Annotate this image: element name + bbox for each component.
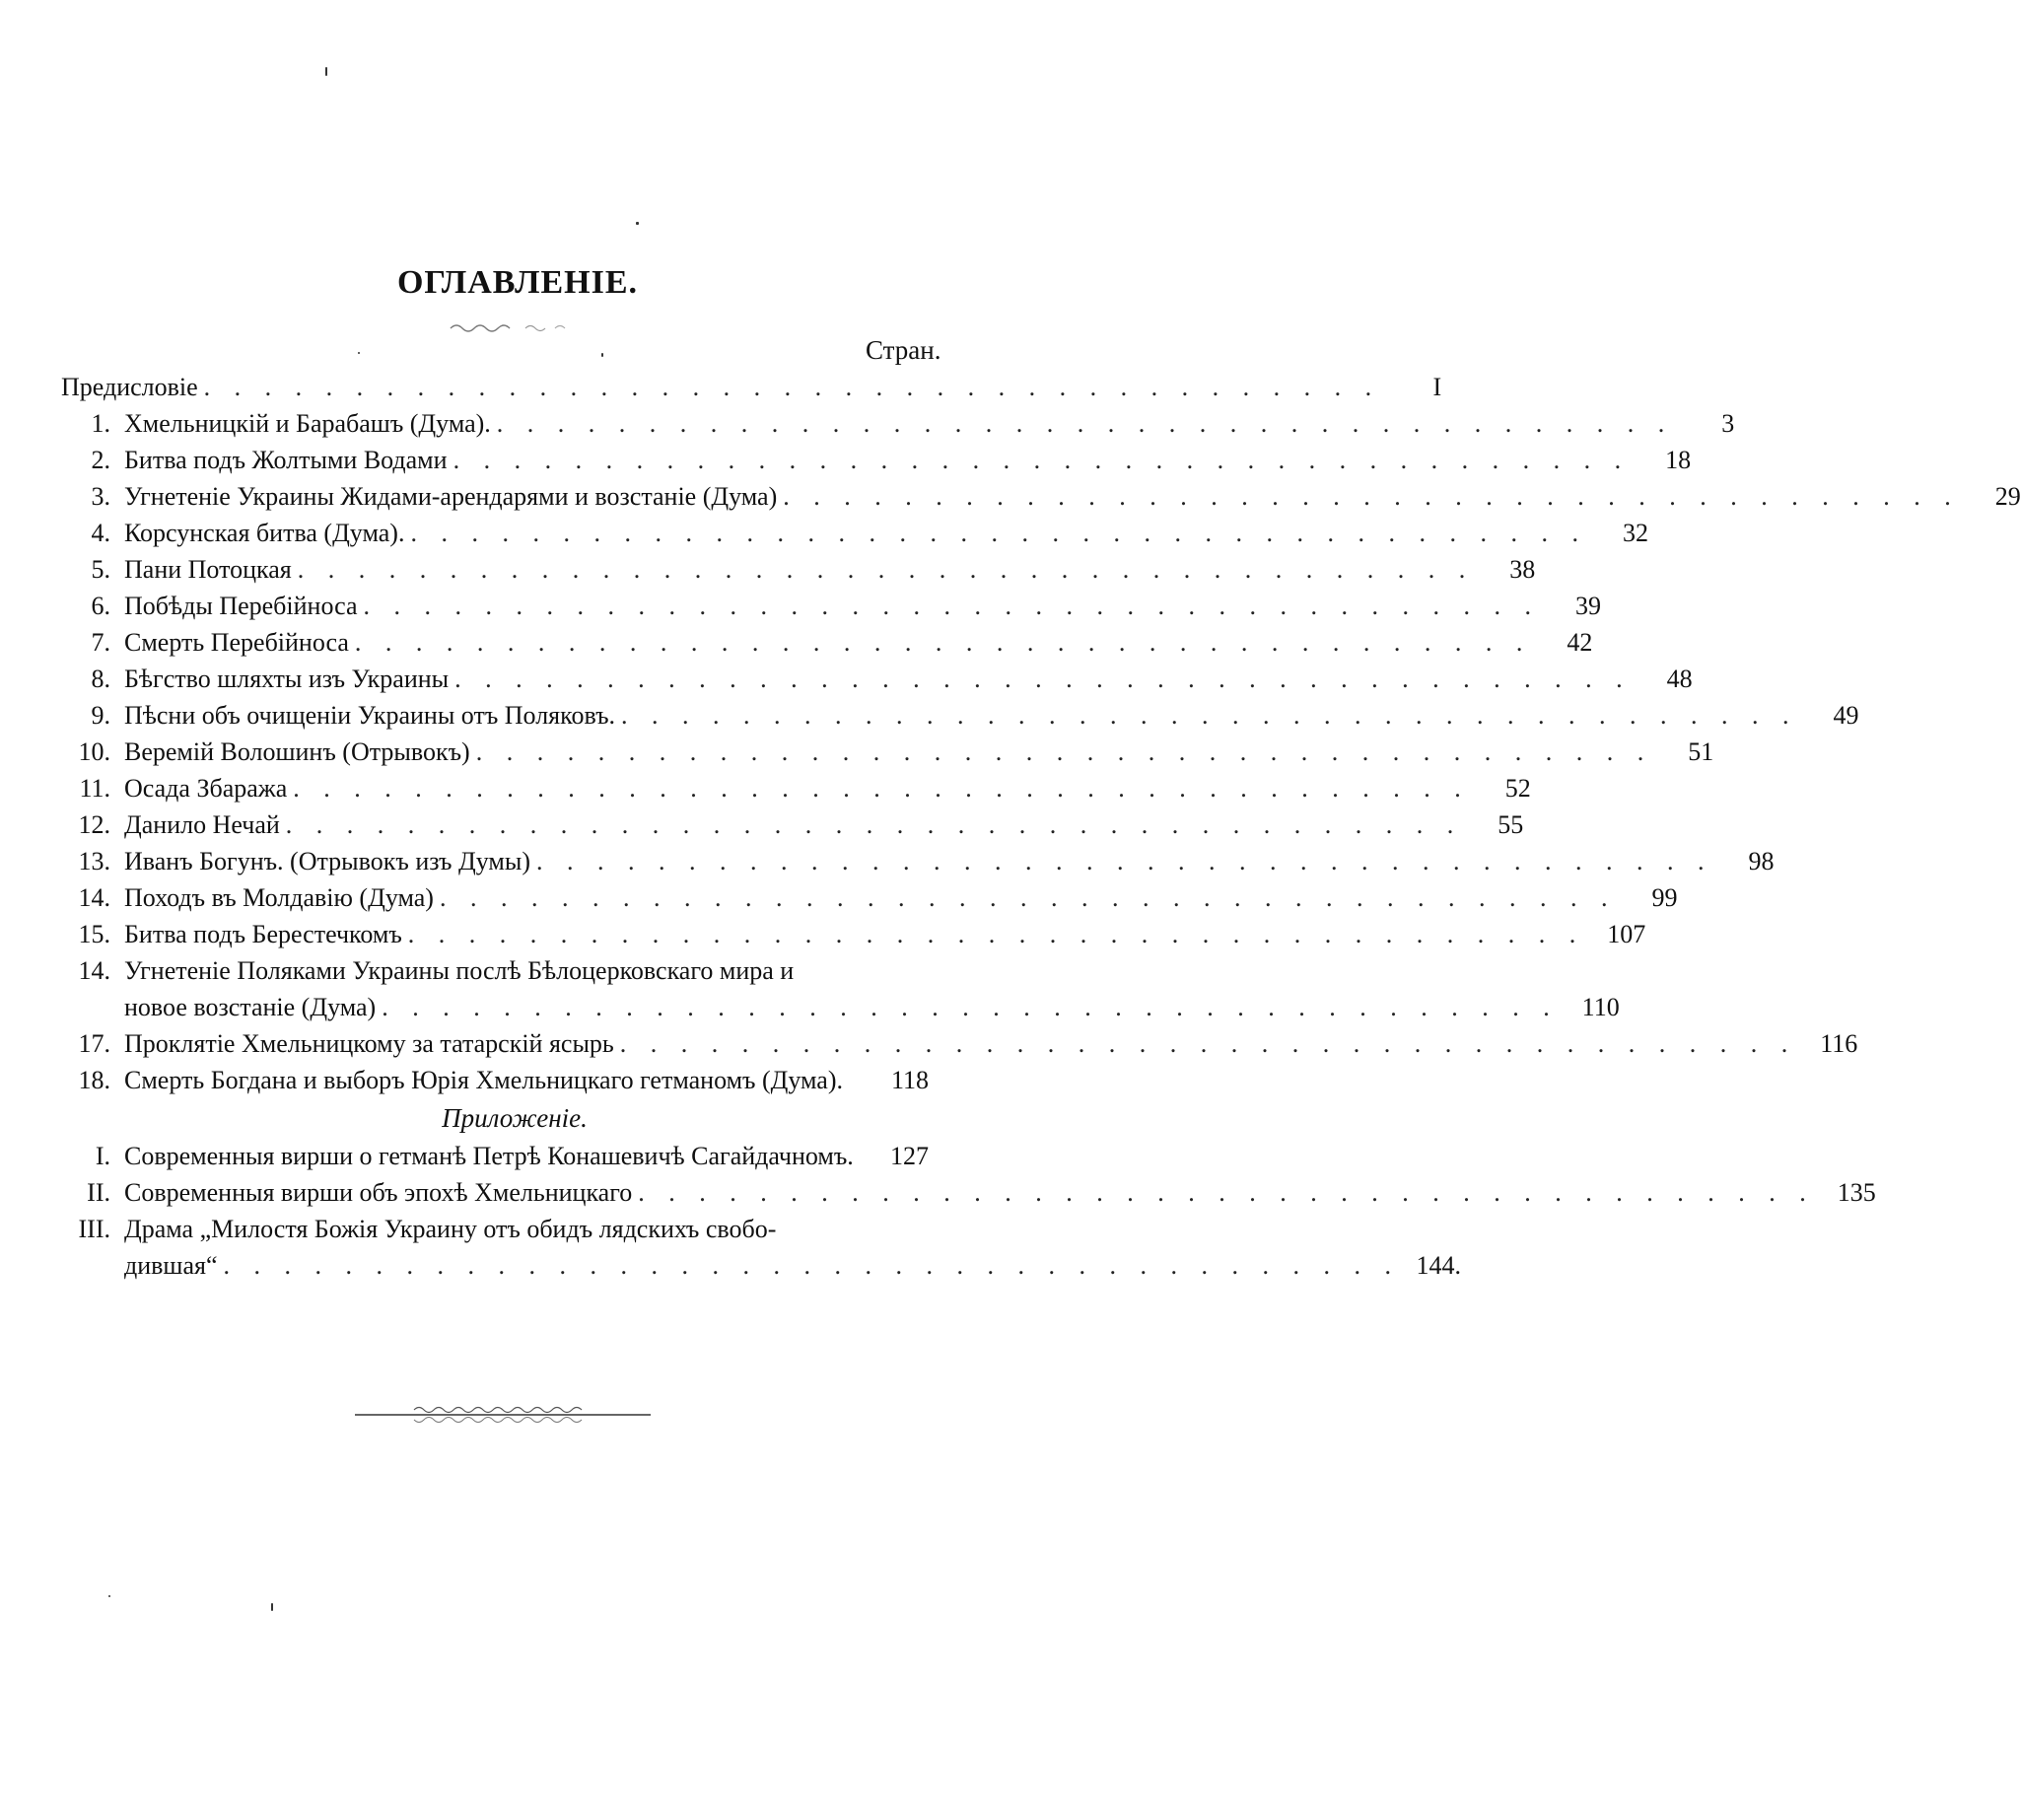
dot-leader: . . . . . . . . . . . . . . . . . . . . . . . . . . . . . . . . . . . . . . . (475, 737, 1653, 766)
appendix-entry (61, 1211, 929, 1247)
toc-entry-page: 42 (1567, 628, 1593, 657)
dot-leader: . . . . . . . . . . . . . . . . . . . . . . . . . . . . . . . . . . . . . . . (363, 592, 1541, 620)
toc-entry-title: Угнетеніе Поляками Украины послѣ Бѣлоцерковскаго мира и (124, 956, 795, 985)
toc-entry-title: Данило Нечай (124, 810, 280, 839)
toc-entry (61, 624, 1593, 661)
print-speck (108, 1595, 110, 1597)
print-speck (325, 67, 327, 76)
dot-leader: . . . . . . . . . . . . . . . . . . . . . . . . . . . . . . . . . . . . . . . (638, 1178, 1815, 1207)
dot-leader: . . . . . . . . . . . . . . . . . . . . . . . . . . . . . . . . . . . . . . . (535, 847, 1713, 875)
toc-entry-number: 17. (78, 1029, 110, 1058)
toc-entry-page: 48 (1666, 665, 1693, 693)
dot-leader: . . . . . . . . . . . . . . . . . . . . . . . . . . . . . . . . . . . . . . . (297, 555, 1475, 584)
page-title: ОГЛАВЛЕНІЕ. (396, 264, 639, 301)
dot-leader: . . . . . . . . . . . . . . . . . . . . . . . . . . . . . . . . . . . . . . . (453, 446, 1631, 474)
toc-entry-number: 15. (78, 920, 110, 948)
dot-leader: . . . . . . . . . . . . . . . . . . . . . . . . . . . . . . . . . . . . . . . (454, 665, 1632, 693)
toc-entry-page: 38 (1509, 555, 1536, 584)
toc-entry-title: Битва подъ Берестечкомъ (124, 920, 402, 948)
toc-entry (61, 843, 1775, 879)
dot-leader: . . . . . . . . . . . . . . . . . . . . . . . . . . . . . . . . . . . . . . . (285, 810, 1463, 839)
appendix-entry-page: 127 (890, 1142, 929, 1170)
toc-entry-page: 98 (1748, 847, 1775, 875)
toc-entry-number: 14. (78, 883, 110, 912)
toc-entry-number: 12. (78, 810, 110, 839)
toc-entry-number: 11. (79, 774, 110, 803)
print-speck (271, 1603, 273, 1611)
print-speck (358, 352, 360, 354)
title-ornament (449, 321, 577, 335)
toc-entry-page: 18 (1665, 446, 1692, 474)
toc-entry-page: 99 (1651, 883, 1678, 912)
toc-entry-page: 29 (1994, 482, 2021, 511)
toc-entry-page: 39 (1575, 592, 1602, 620)
toc-entry (61, 405, 1735, 442)
dot-leader: . . . . . . . . . . . . . . . . . . . . . . . . . . . . . . . . . . . . . . . (382, 993, 1559, 1021)
toc-entry (61, 588, 1602, 624)
toc-entry-title: Веремій Волошинъ (Отрывокъ) (124, 737, 470, 766)
toc-entry-number: 10. (78, 737, 110, 766)
toc-entry-number: 4. (91, 519, 110, 547)
toc-entry-number: 18. (78, 1066, 110, 1094)
toc-entry-number: 5. (91, 555, 110, 584)
dot-leader: . . . . . . . . . . . . . . . . . . . . . . . . . . . . . . . . . . . . . . . (439, 883, 1617, 912)
toc-entry (61, 515, 1648, 551)
appendix-entry-number: II. (87, 1178, 110, 1207)
toc-entry-number: 1. (91, 409, 110, 438)
appendix-entry-title: дившая“ (124, 1251, 218, 1280)
toc-entry-page: 118 (890, 1066, 929, 1094)
appendix-entry-title: Современныя вирши о гетманѣ Петрѣ Конашевичѣ Сагайдачномъ. (124, 1142, 854, 1170)
appendix-entry (61, 1138, 929, 1174)
toc-entry-page: 3 (1721, 409, 1735, 438)
toc-entry-title: Пани Потоцкая (124, 555, 292, 584)
toc-entry (61, 952, 929, 989)
toc-entry-number: 6. (91, 592, 110, 620)
toc-entry-title: новое возстаніе (Дума) (124, 993, 377, 1021)
toc-entry-title: Пѣсни объ очищеніи Украины отъ Поляковъ. (124, 701, 616, 730)
toc-entry-number: 3. (91, 482, 110, 511)
toc-entry-title: Смерть Перебійноса (124, 628, 349, 657)
dot-leader: . . . . . . . . . . . . . . . . . . . . . . . . . . . . . . . . . . . . . . . (621, 701, 1798, 730)
toc-entry (61, 661, 1693, 697)
page-column-label: Стран. (866, 335, 941, 365)
toc-entry-title: Иванъ Богунъ. (Отрывокъ изъ Думы) (124, 847, 530, 875)
toc-entry (61, 1062, 929, 1098)
dot-leader: . . . . . . . . . . . . . . . . . . . . . . . . . . . . . . . . . . . . . . . (410, 519, 1587, 547)
toc-entry-title: Битва подъ Жолтыми Водами (124, 446, 448, 474)
toc-entry (61, 551, 1536, 588)
appendix-entry-page: 135 (1837, 1178, 1876, 1207)
toc-entry-title: Угнетеніе Украины Жидами-арендарями и возстаніе (Дума) (124, 482, 778, 511)
toc-entry-page: 49 (1833, 701, 1859, 730)
toc-entry-title: Бѣгство шляхты изъ Украины (124, 665, 450, 693)
toc-entry-page: 110 (1581, 993, 1620, 1021)
appendix-entry-number: III. (78, 1215, 110, 1243)
toc-entry-number: 8. (91, 665, 110, 693)
toc-entry-number: 13. (78, 847, 110, 875)
dot-leader: . . . . . . . . . . . . . . . . . . . . . . . . . . . . . . . . . . . . . . . (783, 482, 1960, 511)
toc-entry (61, 806, 1524, 843)
appendix-entry-number: I. (95, 1142, 110, 1170)
print-speck (601, 353, 603, 357)
toc-entry-title: Смерть Богдана и выборъ Юрія Хмельницкаго гетманомъ (Дума). (124, 1066, 843, 1094)
toc-entry-number: 7. (91, 628, 110, 657)
toc-entry-page: 32 (1622, 519, 1648, 547)
toc-entry-continuation (61, 989, 1620, 1025)
toc-entry (61, 478, 2021, 515)
toc-entry (61, 442, 1692, 478)
toc-entry-title: Походъ въ Молдавію (Дума) (124, 883, 434, 912)
dot-leader: . . . . . . . . . . . . . . . . . . . . . . . . . . . . . . . . . . . . . . . (407, 920, 1585, 948)
appendix-entry-page: 144. (1416, 1251, 1461, 1280)
appendix-entry-title: Современныя вирши объ эпохѣ Хмельницкаго (124, 1178, 633, 1207)
dot-leader: . . . . . . . . . . . . . . . . . . . . . . . . . . . . . . . . . . . . . . . (223, 1251, 1400, 1280)
dot-leader: . . . . . . . . . . . . . . . . . . . . . . . . . . . . . . . . . . . . . . . (203, 373, 1381, 401)
toc-entry-title: Осада Збаража (124, 774, 288, 803)
toc-entry (61, 879, 1678, 916)
appendix-entry-continuation (61, 1247, 1461, 1284)
appendix-heading: Приложеніе. (442, 1103, 588, 1133)
dot-leader: . . . . . . . . . . . . . . . . . . . . . . . . . . . . . . . . . . . . . . . (619, 1029, 1797, 1058)
appendix-entry-title: Драма „Милостя Божія Украину отъ обидъ лядскихъ свобо- (124, 1215, 777, 1243)
closing-ornament (355, 1398, 651, 1432)
dot-leader: . . . . . . . . . . . . . . . . . . . . . . . . . . . . . . . . . . . . . . . (354, 628, 1532, 657)
toc-entry-page: I (1432, 373, 1442, 401)
dot-leader: . . . . . . . . . . . . . . . . . . . . . . . . . . . . . . . . . . . . . . . (293, 774, 1470, 803)
toc-entry (61, 369, 1442, 405)
toc-entry-number: 2. (91, 446, 110, 474)
toc-entry-page: 55 (1498, 810, 1524, 839)
toc-entry-title: Побѣды Перебійноса (124, 592, 358, 620)
toc-entry (61, 697, 1859, 734)
toc-entry-page: 51 (1688, 737, 1714, 766)
toc-entry-title: Хмельницкій и Барабашъ (Дума). (124, 409, 491, 438)
table-of-contents (61, 369, 2021, 1284)
toc-entry-page: 116 (1820, 1029, 1858, 1058)
dot-leader: . . . . . . . . . . . . . . . . . . . . . . . . . . . . . . . . . . . . . . . (496, 409, 1674, 438)
print-speck (636, 222, 639, 225)
toc-entry-title: Проклятіе Хмельницкому за татарскій ясырь (124, 1029, 614, 1058)
toc-entry (61, 916, 1646, 952)
toc-entry-page: 107 (1607, 920, 1646, 948)
toc-entry-page: 52 (1504, 774, 1531, 803)
toc-entry-title: Предисловіе (61, 373, 198, 401)
toc-entry (61, 770, 1531, 806)
toc-entry-number: 14. (78, 956, 110, 985)
appendix-entry (61, 1174, 1876, 1211)
toc-entry (61, 1025, 1858, 1062)
toc-entry (61, 734, 1714, 770)
toc-entry-title: Корсунская битва (Дума). (124, 519, 405, 547)
toc-entry-number: 9. (91, 701, 110, 730)
